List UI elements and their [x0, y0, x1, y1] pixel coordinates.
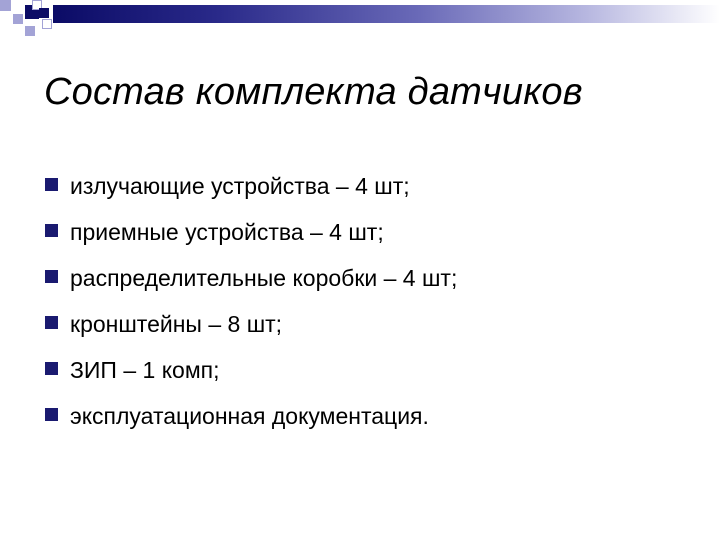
slide-title: Состав комплекта датчиков — [44, 71, 583, 113]
decor-square-light-3 — [25, 26, 35, 36]
square-bullet-icon — [45, 316, 58, 329]
list-item-text: распределительные коробки – 4 шт; — [70, 264, 458, 291]
square-bullet-icon — [45, 224, 58, 237]
list-item — [45, 393, 457, 439]
bullet-list — [45, 163, 457, 439]
list-item — [45, 255, 457, 301]
list-item-text: эксплуатационная документация. — [70, 402, 429, 429]
list-item-text: излучающие устройства – 4 шт; — [70, 172, 410, 199]
list-item — [45, 301, 457, 347]
square-bullet-icon — [45, 270, 58, 283]
square-bullet-icon — [45, 178, 58, 191]
decor-square-dark-2 — [39, 8, 49, 18]
decor-square-outline-2 — [42, 19, 52, 29]
square-bullet-icon — [45, 362, 58, 375]
list-item — [45, 163, 457, 209]
list-item-text: ЗИП – 1 комп; — [70, 356, 220, 383]
list-item — [45, 209, 457, 255]
list-item-text: кронштейны – 8 шт; — [70, 310, 283, 337]
square-bullet-icon — [45, 408, 58, 421]
decor-square-light-2 — [13, 14, 23, 24]
list-item-text: приемные устройства – 4 шт; — [70, 218, 384, 245]
list-item — [45, 347, 457, 393]
decor-square-light-1 — [0, 0, 11, 11]
header-gradient-bar — [53, 5, 720, 23]
